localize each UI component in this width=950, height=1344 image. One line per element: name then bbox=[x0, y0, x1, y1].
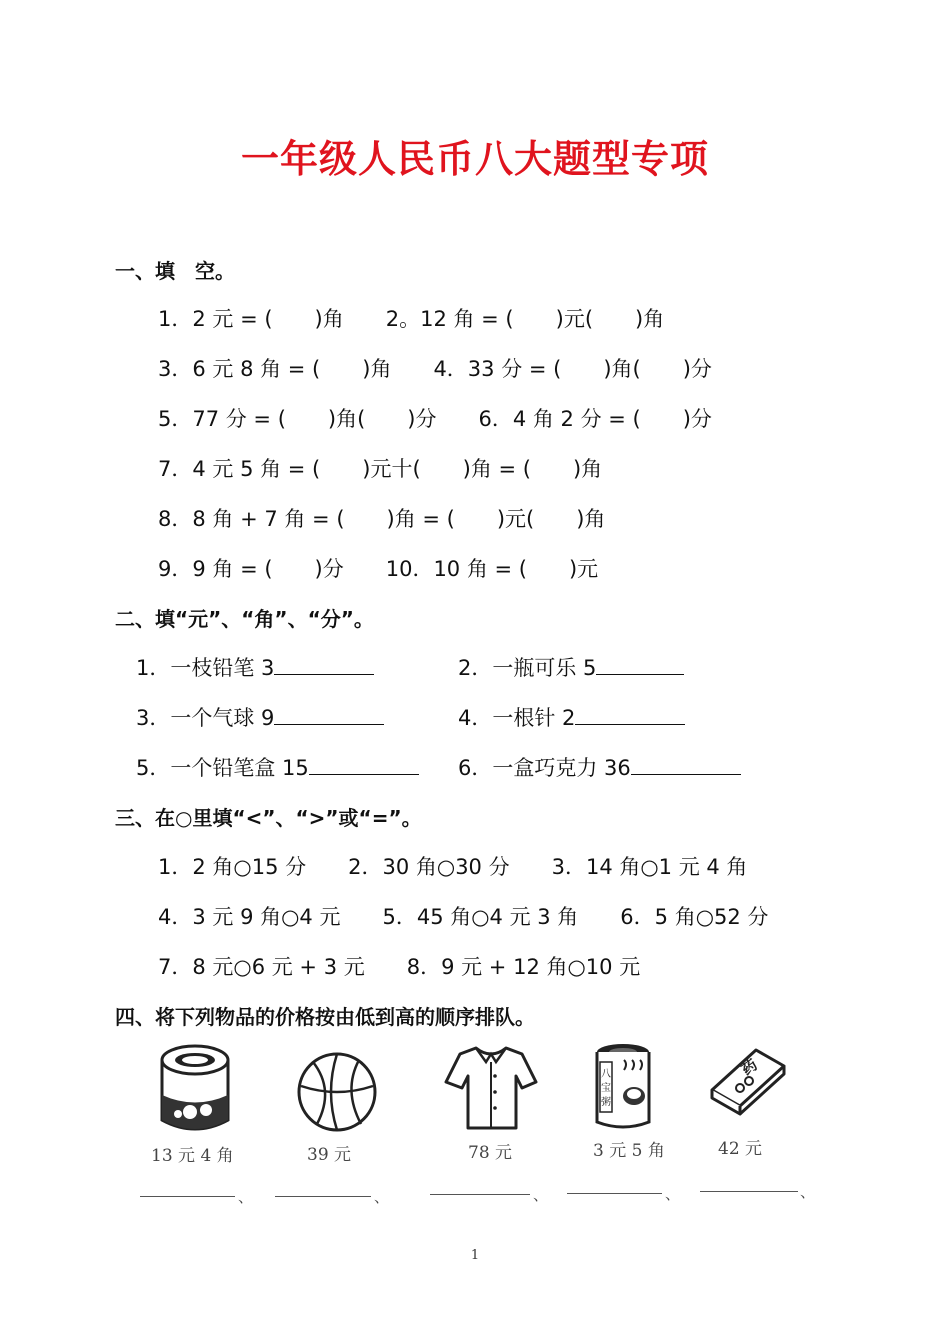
section-1-heading: 一、填 空。 bbox=[115, 259, 235, 283]
separator: 、 bbox=[800, 1183, 816, 1201]
fill-line-4: 7．4 元 5 角 = ( )元十( )角 = ( )角 bbox=[158, 457, 603, 481]
compare-line-3: 7．8 元○6 元 + 3 元 8．9 元 + 12 角○10 元 bbox=[158, 955, 641, 979]
answer-blank[interactable] bbox=[631, 752, 741, 775]
fill-line-6: 9．9 角 = ( )分 10．10 角 = ( )元 bbox=[158, 557, 599, 581]
porridge-can-icon bbox=[590, 1040, 656, 1132]
can-label-1: 八 bbox=[601, 1069, 611, 1080]
order-blank-1[interactable] bbox=[140, 1196, 235, 1197]
unit-item-2 bbox=[458, 652, 684, 682]
section-3-heading: 三、在○里填“<”、“>”或“=”。 bbox=[115, 806, 422, 830]
unit-item-text: 2．一瓶可乐 5 bbox=[458, 656, 597, 680]
answer-blank[interactable] bbox=[274, 652, 374, 675]
answer-blank[interactable] bbox=[575, 702, 685, 725]
unit-item-text: 3．一个气球 9 bbox=[136, 706, 275, 730]
price-label: 39 元 bbox=[307, 1145, 352, 1165]
compare-line-1: 1．2 角○15 分 2．30 角○30 分 3．14 角○1 元 4 角 bbox=[158, 855, 748, 879]
separator: 、 bbox=[533, 1186, 549, 1204]
price-label: 3 元 5 角 bbox=[593, 1141, 665, 1161]
unit-item-text: 1．一枝铅笔 3 bbox=[136, 656, 275, 680]
order-blank-2[interactable] bbox=[275, 1196, 371, 1197]
box-label: 药 bbox=[738, 1055, 761, 1079]
unit-item-text: 6．一盒巧克力 36 bbox=[458, 756, 631, 780]
basketball-icon bbox=[295, 1050, 379, 1134]
section-4-heading: 四、将下列物品的价格按由低到高的顺序排队。 bbox=[115, 1005, 535, 1029]
can-label-2: 宝 bbox=[601, 1083, 611, 1094]
unit-item-6 bbox=[458, 752, 741, 782]
page-number: 1 bbox=[470, 1248, 480, 1263]
answer-blank[interactable] bbox=[309, 752, 419, 775]
medicine-box-icon bbox=[706, 1044, 788, 1116]
section-2-heading: 二、填“元”、“角”、“分”。 bbox=[115, 607, 374, 631]
order-blank-4[interactable] bbox=[567, 1193, 662, 1194]
unit-item-4 bbox=[458, 702, 685, 732]
canned-food-icon bbox=[150, 1040, 240, 1135]
compare-line-2: 4．3 元 9 角○4 元 5．45 角○4 元 3 角 6．5 角○52 分 bbox=[158, 905, 769, 929]
answer-blank[interactable] bbox=[596, 652, 684, 675]
answer-blank[interactable] bbox=[274, 702, 384, 725]
price-label: 13 元 4 角 bbox=[151, 1146, 234, 1166]
price-label: 78 元 bbox=[468, 1143, 513, 1163]
fill-line-2: 3．6 元 8 角 = ( )角 4．33 分 = ( )角( )分 bbox=[158, 357, 712, 381]
order-blank-3[interactable] bbox=[430, 1194, 530, 1195]
separator: 、 bbox=[665, 1185, 681, 1203]
page-title: 一年级人民币八大题型专项 bbox=[240, 137, 709, 181]
unit-item-3 bbox=[136, 702, 384, 732]
unit-item-1 bbox=[136, 652, 374, 682]
order-blank-5[interactable] bbox=[700, 1191, 798, 1192]
separator: 、 bbox=[374, 1188, 390, 1206]
shirt-icon bbox=[442, 1042, 540, 1134]
unit-item-text: 4．一根针 2 bbox=[458, 706, 576, 730]
separator: 、 bbox=[238, 1188, 254, 1206]
fill-line-5: 8．8 角 + 7 角 = ( )角 = ( )元( )角 bbox=[158, 507, 606, 531]
unit-item-text: 5．一个铅笔盒 15 bbox=[136, 756, 309, 780]
can-label-3: 粥 bbox=[601, 1097, 611, 1108]
fill-line-3: 5．77 分 = ( )角( )分 6．4 角 2 分 = ( )分 bbox=[158, 407, 712, 431]
unit-item-5 bbox=[136, 752, 419, 782]
price-label: 42 元 bbox=[718, 1139, 763, 1159]
fill-line-1: 1．2 元 = ( )角 2。12 角 = ( )元( )角 bbox=[158, 307, 665, 331]
